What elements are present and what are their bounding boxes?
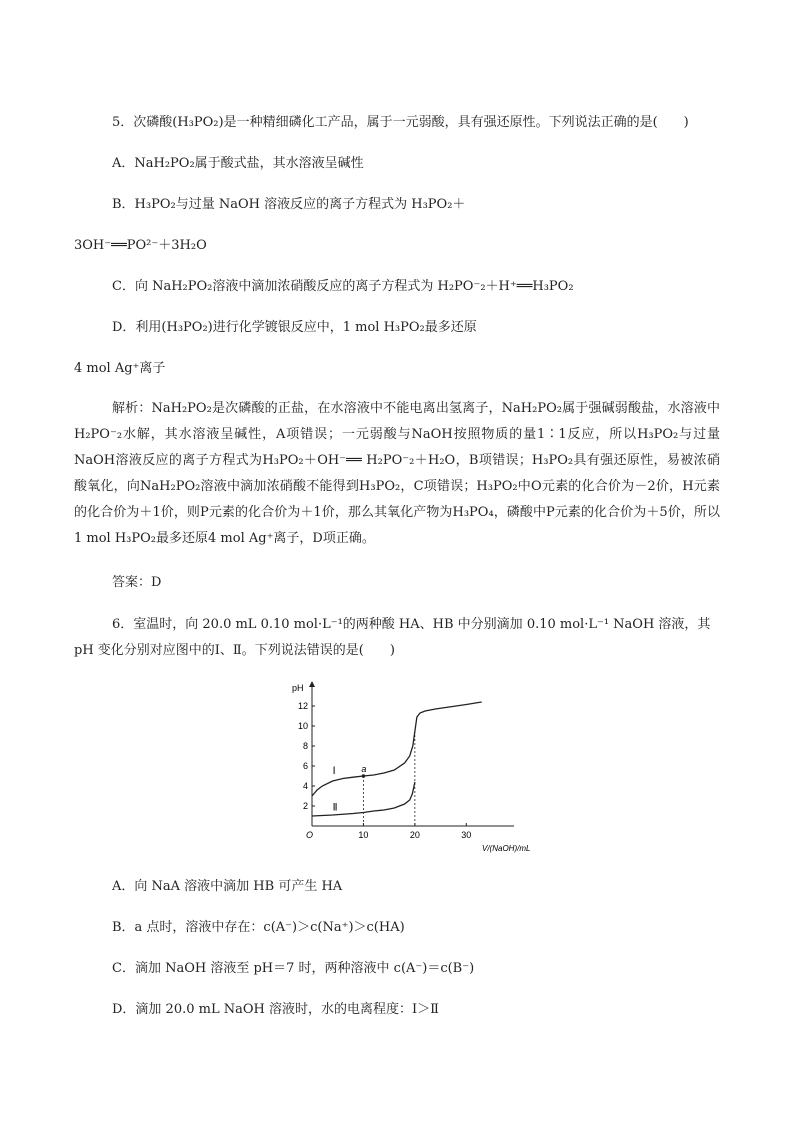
q6-stem-cont: pH 变化分别对应图中的Ⅰ、Ⅱ。下列说法错误的是( ) [74,643,395,658]
q6-stem: 6．室温时，向 20.0 mL 0.10 mol·L⁻¹的两种酸 HA、HB 中分别滴加 0.10 mol·L⁻¹ NaOH 溶液，其 [112,617,711,632]
y-tick-label-12: 12 [297,701,308,711]
point-a-marker [362,774,366,778]
q5-option-c: C．向 NaH₂PO₂溶液中滴加浓硝酸反应的离子方程式为 H₂PO⁻₂＋H⁺══H₃PO₂ [112,279,574,294]
series-curve-1 [312,702,482,796]
x-tick-label-10: 10 [358,830,369,840]
q5-option-b-cont: 3OH⁻══PO²⁻＋3H₂O [74,238,207,253]
ph-titration-chart [286,676,556,866]
series-curve-2 [312,782,415,816]
q5-option-d-cont: 4 mol Ag⁺离子 [74,361,166,376]
q5-stem: 5．次磷酸(H₃PO₂)是一种精细磷化工产品，属于一元弱酸，具有强还原性。下列说法正确的是( ) [112,115,689,130]
y-tick-label-8: 8 [302,741,308,751]
q5-analysis: 解析：NaH₂PO₂是次磷酸的正盐，在水溶液中不能电离出氢离子，NaH₂PO₂属于强碱弱酸盐，水溶液中H₂PO⁻₂水解，其水溶液呈碱性，A项错误；一元弱酸与NaOH按照物质的量1∶1反应，所以H₃PO₂与过量NaOH溶液反应的离子方程式为H₃PO₂＋OH⁻══ H₂PO⁻₂＋H₂O，B项错误；H₃PO₂具有强还原性，易被浓硝酸氧化，向NaH₂PO₂溶液中滴加浓硝酸不能得到H₃PO₂，C项错误；H₃PO₂中O元素的化合价为－2价，H元素的化合价为＋1价，则P元素的化合价为＋1价，那么其氧化产物为H₃PO₄，磷酸中P元素的化合价为＋5价，所以1 mol H₃PO₂最多还原4 mol Ag⁺离子，D项正确。 [74,401,720,546]
q5-option-b: B．H₃PO₂与过量 NaOH 溶液反应的离子方程式为 H₃PO₂＋ [112,197,466,212]
point-a-label: a [361,764,367,774]
q5-answer: 答案：D [112,575,162,590]
y-axis-label: pH [292,683,304,693]
q5-option-d: D．利用(H₃PO₂)进行化学镀银反应中，1 mol H₃PO₂最多还原 [112,320,477,335]
y-tick-label-6: 6 [302,761,308,771]
q6-option-a: A．向 NaA 溶液中滴加 HB 可产生 HA [112,879,343,894]
q5-option-a: A．NaH₂PO₂属于酸式盐，其水溶液呈碱性 [112,156,364,171]
q6-option-b: B．a 点时，溶液中存在：c(A⁻)＞c(Na⁺)＞c(HA) [112,920,405,935]
y-tick-label-10: 10 [297,721,308,731]
x-tick-label-20: 20 [409,830,420,840]
q6-option-d: D．滴加 20.0 mL NaOH 溶液时，水的电离程度：Ⅰ＞Ⅱ [112,1002,439,1017]
series-label-1: Ⅰ [332,766,336,778]
q6-option-c: C．滴加 NaOH 溶液至 pH＝7 时，两种溶液中 c(A⁻)＝c(B⁻) [112,961,475,976]
origin-label: O [306,830,314,840]
x-axis-label: V/(NaOH)/mL [482,844,531,853]
x-tick-label-30: 30 [461,830,472,840]
series-label-2: Ⅱ [332,802,338,814]
y-tick-label-2: 2 [302,801,308,811]
y-tick-label-4: 4 [302,781,308,791]
